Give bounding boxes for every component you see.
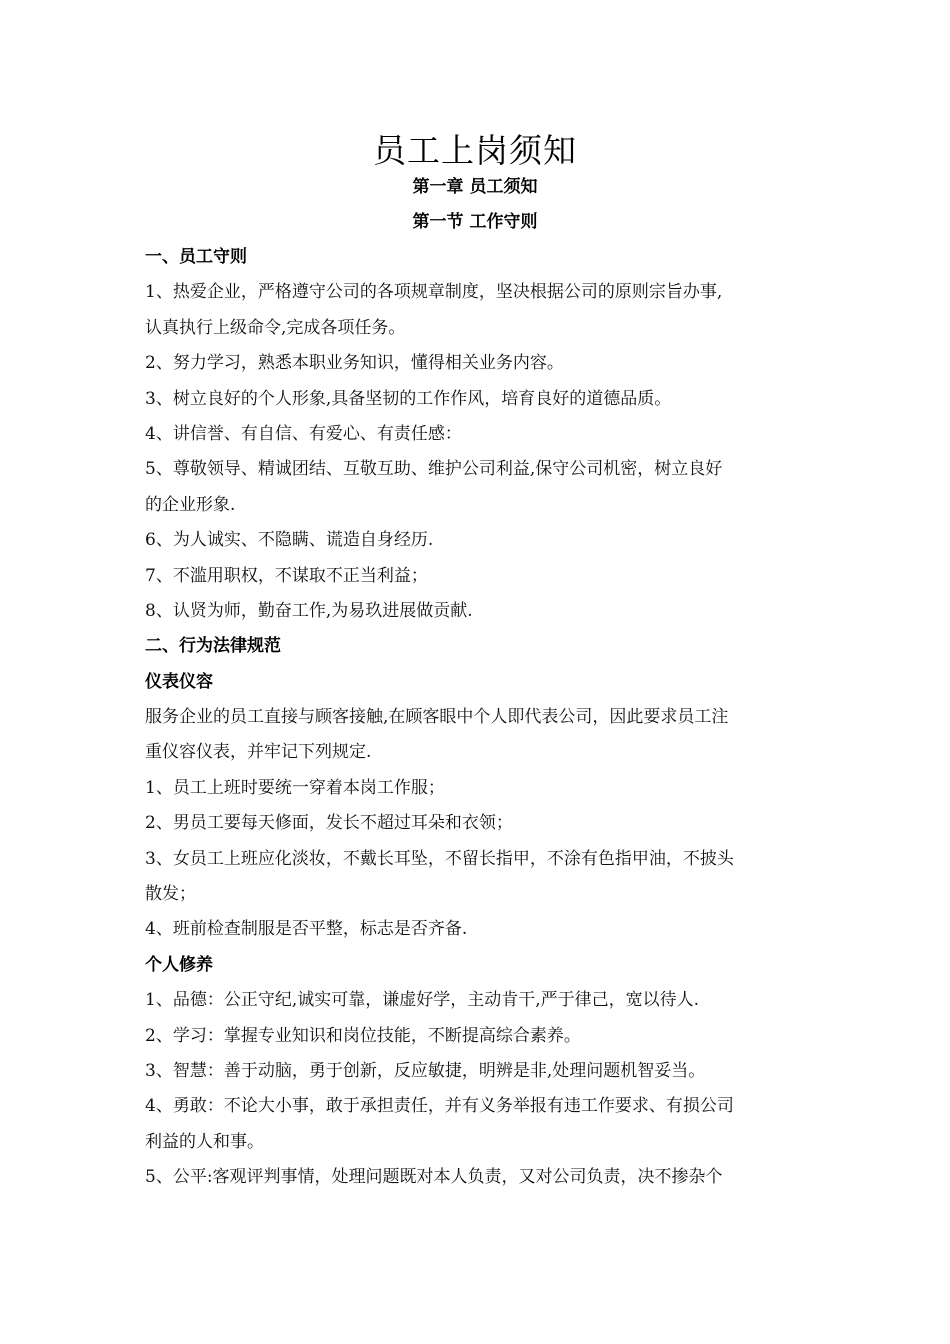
section-subheading: 仪表仪容 bbox=[145, 671, 213, 692]
paragraph-line: 4、勇敢：不论大小事，敢于承担责任，并有义务举报有违工作要求、有损公司 bbox=[145, 1096, 734, 1117]
paragraph-line: 1、员工上班时要统一穿着本岗工作服； bbox=[145, 777, 445, 798]
paragraph-line: 2、男员工要每天修面，发长不超过耳朵和衣领； bbox=[145, 813, 513, 834]
document-title: 员工上岗须知 bbox=[373, 131, 577, 170]
paragraph-line: 认真执行上级命令,完成各项任务。 bbox=[145, 317, 406, 338]
section-subheading: 一、员工守则 bbox=[145, 247, 247, 267]
paragraph-line: 8、认贤为师，勤奋工作,为易玖进展做贡献. bbox=[145, 600, 473, 621]
section-subheading: 二、行为法律规范 bbox=[145, 636, 281, 657]
paragraph-line: 2、努力学习，熟悉本职业务知识，懂得相关业务内容。 bbox=[145, 353, 564, 374]
section-subheading: 个人修养 bbox=[145, 954, 213, 975]
paragraph-line: 利益的人和事。 bbox=[145, 1131, 264, 1152]
paragraph-line: 5、公平:客观评判事情，处理问题既对本人负责，又对公司负责，决不掺杂个 bbox=[145, 1167, 723, 1188]
paragraph-line: 3、树立良好的个人形象,具备坚韧的工作作风，培育良好的道德品质。 bbox=[145, 388, 672, 409]
chapter-heading: 第一章 员工须知 bbox=[412, 177, 538, 197]
paragraph-line: 服务企业的员工直接与顾客接触,在顾客眼中个人即代表公司，因此要求员工注 bbox=[145, 707, 729, 728]
paragraph-line: 2、学习：掌握专业知识和岗位技能，不断提高综合素养。 bbox=[145, 1025, 581, 1046]
document-body bbox=[145, 240, 810, 1196]
paragraph-line: 4、讲信誉、有自信、有爱心、有责任感： bbox=[145, 423, 462, 444]
paragraph-line: 6、为人诚实、不隐瞒、谎造自身经历. bbox=[145, 530, 434, 551]
paragraph-line: 3、女员工上班应化淡妆，不戴长耳坠，不留长指甲，不涂有色指甲油，不披头 bbox=[145, 848, 734, 869]
paragraph-line: 7、不滥用职权，不谋取不正当利益； bbox=[145, 565, 428, 586]
paragraph-line: 1、热爱企业，严格遵守公司的各项规章制度，坚决根据公司的原则宗旨办事, bbox=[145, 282, 723, 303]
section-heading: 第一节 工作守则 bbox=[412, 212, 538, 232]
paragraph-line: 1、品德：公正守纪,诚实可靠，谦虚好学，主动肯干,严于律己，宽以待人. bbox=[145, 990, 700, 1011]
paragraph-line: 重仪容仪表，并牢记下列规定. bbox=[145, 742, 372, 763]
paragraph-line: 4、班前检查制服是否平整，标志是否齐备. bbox=[145, 919, 468, 940]
paragraph-line: 的企业形象. bbox=[145, 494, 236, 515]
paragraph-line: 3、智慧：善于动脑，勇于创新，反应敏捷，明辨是非,处理问题机智妥当。 bbox=[145, 1060, 706, 1081]
paragraph-line: 散发； bbox=[145, 884, 196, 905]
paragraph-line: 5、尊敬领导、精诚团结、互敬互助、维护公司利益,保守公司机密，树立良好 bbox=[145, 459, 723, 480]
